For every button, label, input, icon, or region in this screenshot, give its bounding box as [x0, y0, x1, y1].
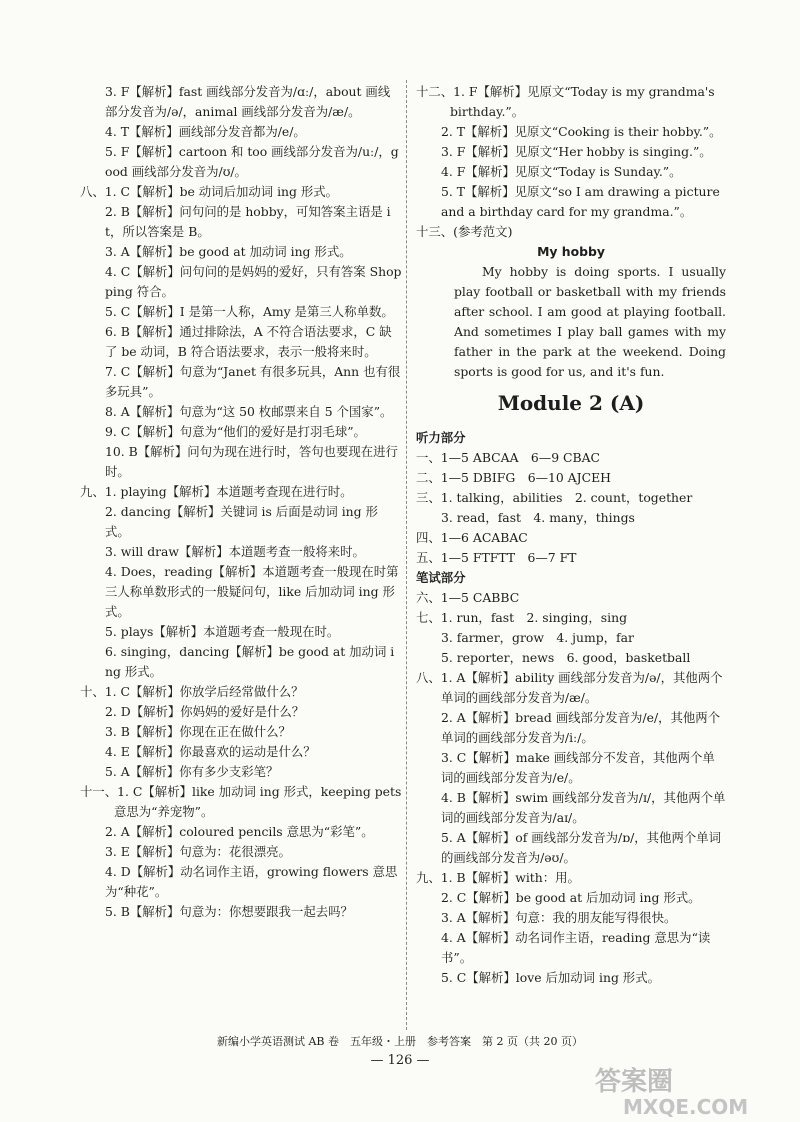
listening-heading: 听力部分 [416, 430, 466, 445]
answer-line: 3. C【解析】make 画线部分不发音，其他两个单词的画线部分发音为/e/。 [441, 750, 715, 785]
answer-line: 3. F【解析】fast 画线部分发音为/ɑː/，about 画线部分发音为/ə/，animal 画线部分发音为/æ/。 [105, 84, 391, 119]
writing-answers [416, 588, 726, 988]
answer-line: 10. B【解析】问句为现在进行时，答句也要现在进行时。 [105, 444, 398, 479]
right-column [416, 82, 726, 988]
answer-line: 5. B【解析】句意为：你想要跟我一起去吗？ [105, 904, 353, 919]
answer-line: 4. D【解析】动名词作主语，growing flowers 意思为“种花”。 [105, 864, 398, 899]
answer-line: 十一、1. C【解析】like 加动词 ing 形式，keeping pets 意思为“养宠物”。 [80, 784, 402, 819]
answer-line: 5. reporter，news 6. good，basketball [441, 650, 691, 665]
answer-line: 五、1—5 FTFTT 6—7 FT [416, 550, 577, 565]
answer-line: 3. B【解析】你现在正在做什么？ [105, 724, 291, 739]
answer-line: 4. T【解析】画线部分发音都为/e/。 [105, 124, 306, 139]
watermark-label: 答案圈 [595, 1067, 674, 1097]
answer-line: 7. C【解析】句意为“Janet 有很多玩具，Ann 也有很多玩具”。 [105, 364, 401, 399]
answer-line: 5. C【解析】love 后加动词 ing 形式。 [441, 970, 660, 985]
section-12-13 [416, 82, 726, 242]
answer-line: 九、1. playing【解析】本道题考查现在进行时。 [80, 484, 353, 499]
answer-line: 3. will draw【解析】本道题考查一般将来时。 [105, 544, 365, 559]
listening-answers [416, 448, 726, 568]
answer-line: 四、1—6 ACABAC [416, 530, 528, 545]
answer-line: 九、1. B【解析】with：用。 [416, 870, 580, 885]
answer-line: 2. T【解析】见原文“Cooking is their hobby.”。 [441, 124, 722, 139]
answer-line: 4. A【解析】动名词作主语，reading 意思为“读书”。 [441, 930, 711, 965]
answer-line: 六、1—5 CABBC [416, 590, 520, 605]
answer-line: 3. E【解析】句意为：花很漂亮。 [105, 844, 291, 859]
answer-line: 2. A【解析】bread 画线部分发音为/e/，其他两个单词的画线部分发音为/iː/。 [441, 710, 721, 745]
answer-line: 2. B【解析】问句问的是 hobby，可知答案主语是 it，所以答案是 B。 [105, 204, 391, 239]
answer-line: 八、1. C【解析】be 动词后加动词 ing 形式。 [80, 184, 339, 199]
answer-line: 3. A【解析】be good at 加动词 ing 形式。 [105, 244, 352, 259]
answer-line: 2. A【解析】coloured pencils 意思为“彩笔”。 [105, 824, 374, 839]
answer-line: 三、1. talking，abilities 2. count，together [416, 490, 693, 505]
answer-line: 5. A【解析】of 画线部分发音为/ɒ/，其他两个单词的画线部分发音为/əʊ/。 [441, 830, 722, 865]
answer-line: 八、1. A【解析】ability 画线部分发音为/ə/，其他两个单词的画线部分发音为/æ/。 [416, 670, 723, 705]
answer-line: 3. read，fast 4. many，things [441, 510, 635, 525]
answer-line: 5. A【解析】你有多少支彩笔？ [105, 764, 279, 779]
answer-line: 5. plays【解析】本道题考查一般现在时。 [105, 624, 340, 639]
answer-line: 4. E【解析】你最喜欢的运动是什么？ [105, 744, 316, 759]
essay-body: My hobby is doing sports. I usually play football or basketball with my friends after school. I am good at playing football. And sometimes I play ball games with my father in the park at the weekend. Doing sports is good for us, and it's fun. [454, 264, 726, 379]
footer-reference: 新编小学英语测试 AB 卷 五年级・上册 参考答案 第 2 页（共 20 页） [216, 1035, 583, 1048]
answer-line: 4. F【解析】见原文“Today is Sunday.”。 [441, 164, 682, 179]
page-number: — 126 — [370, 1053, 430, 1068]
module-title: Module 2 (A) [497, 391, 645, 415]
answer-line: 5. T【解析】见原文“so I am drawing a picture and a birthday card for my grandma.”。 [441, 184, 720, 219]
answer-line: 6. B【解析】通过排除法，A 不符合语法要求，C 缺了 be 动词，B 符合语法要求，表示一般将来时。 [105, 324, 392, 359]
answer-line: 十、1. C【解析】你放学后经常做什么？ [80, 684, 304, 699]
answer-line: 9. C【解析】句意为“他们的爱好是打羽毛球”。 [105, 424, 366, 439]
answer-line: 2. dancing【解析】关键词 is 后面是动词 ing 形式。 [105, 504, 378, 539]
answer-line: 4. B【解析】swim 画线部分发音为/ɪ/，其他两个单词的画线部分发音为/aɪ/。 [441, 790, 726, 825]
answer-line: 十二、1. F【解析】见原文“Today is my grandma's birthday.”。 [416, 84, 715, 119]
answer-line: 3. A【解析】句意：我的朋友能写得很快。 [441, 910, 677, 925]
answer-line: 十三、(参考范文) [416, 224, 513, 239]
answer-line: 一、1—5 ABCAA 6—9 CBAC [416, 450, 601, 465]
essay-title: My hobby [537, 244, 605, 259]
answer-line: 3. F【解析】见原文“Her hobby is singing.”。 [441, 144, 712, 159]
writing-heading: 笔试部分 [416, 570, 466, 585]
answer-line: 5. C【解析】I 是第一人称，Amy 是第三人称单数。 [105, 304, 394, 319]
answer-line: 5. F【解析】cartoon 和 too 画线部分发音为/uː/，good 画线部分发音为/ʊ/。 [105, 144, 399, 179]
answer-line: 6. singing，dancing【解析】be good at 加动词 ing 形式。 [105, 644, 395, 679]
answer-line: 8. A【解析】句意为“这 50 枚邮票来自 5 个国家”。 [105, 404, 393, 419]
answer-line: 3. farmer，grow 4. jump，far [441, 630, 634, 645]
answer-line: 4. C【解析】问句问的是妈妈的爱好，只有答案 Shopping 符合。 [105, 264, 402, 299]
answer-line: 二、1—5 DBIFG 6—10 AJCEH [416, 470, 611, 485]
answer-line: 2. C【解析】be good at 后加动词 ing 形式。 [441, 890, 701, 905]
answer-line: 4. Does，reading【解析】本道题考查一般现在时第三人称单数形式的一般疑问句，like 后加动词 ing 形式。 [105, 564, 399, 619]
watermark-site: MXQE.COM [623, 1095, 749, 1118]
column-divider [406, 80, 407, 1030]
answer-line: 七、1. run，fast 2. singing，sing [416, 610, 628, 625]
watermark-logo [535, 1062, 775, 1118]
left-column [80, 82, 402, 922]
answer-line: 2. D【解析】你妈妈的爱好是什么？ [105, 704, 305, 719]
